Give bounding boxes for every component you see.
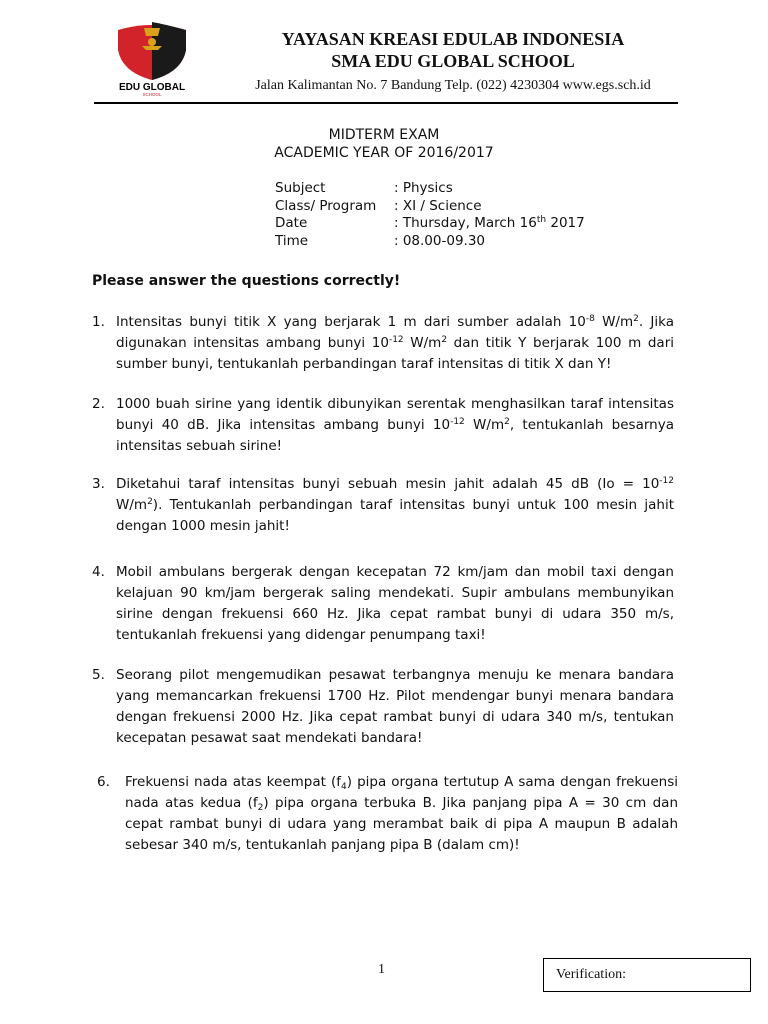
- time-value: : 08.00-09.30: [394, 232, 486, 249]
- shield-crest-icon: [102, 14, 202, 96]
- class-value: : XI / Science: [394, 197, 482, 214]
- question-4: [92, 562, 674, 646]
- logo-subtext: SCHOOL: [142, 92, 162, 96]
- question-number: 3.: [92, 476, 105, 492]
- question-number: 5.: [92, 667, 105, 683]
- verification-box: [543, 958, 751, 992]
- question-2: [92, 394, 674, 457]
- question-number: 2.: [92, 396, 105, 412]
- logo-text: EDU GLOBAL: [118, 82, 186, 93]
- foundation-name: YAYASAN KREASI EDULAB INDONESIA: [281, 29, 625, 49]
- question-text: Frekuensi nada atas keempat $(f_4)$ pipa organa tertutup A sama dengan frekuensi nada atas kedua $(f_2)$ pipa organa terbuka B. Jika panjang pipa A = 30 cm dan cepat rambat bunyi di udara yang merambat baik di pipa A maupun B adalah sebesar 340 m/s, tentukanlah panjang pipa B (dalam cm)!: [125, 774, 678, 853]
- school-address: Jalan Kalimantan No. 7 Bandung Telp. (022) 4230304 www.egs.sch.id: [255, 78, 651, 93]
- info-row-class: [275, 198, 585, 216]
- subject-value: : Physics: [394, 180, 453, 196]
- class-label: Class/ Program: [275, 197, 377, 214]
- question-text: Seorang pilot mengemudikan pesawat terbangnya menuju ke menara bandara yang memancarkan frekuensi 1700 Hz. Pilot mendengar bunyi menara bandara dengan frekuensi 2000 Hz. Jika cepat rambat bunyi di udara 340 m/s, tentukan kecepatan pesawat saat mendekati bandara!: [116, 667, 674, 746]
- page-number: 1: [378, 962, 385, 977]
- letterhead: [218, 28, 688, 95]
- question-text: Intensitas bunyi titik X yang berjarak 1 m dari sumber adalah $10^{-8}$ $W/m^2$. Jika digunakan intensitas ambang bunyi $10^{-12}$ $W/m^2$ dan titik Y berjarak 100 m dari sumber bunyi, tentukanlah perbandingan taraf intensitas di titik X dan Y!: [116, 314, 675, 372]
- question-text: Mobil ambulans bergerak dengan kecepatan 72 km/jam dan mobil taxi dengan kelajuan 90 km/jam bergerak saling mendekati. Supir ambulans membunyikan sirine dengan frekuensi 660 Hz. Jika cepat rambat bunyi di udara 350 m/s, tentukanlah frekuensi yang didengar penumpang taxi!: [116, 564, 674, 643]
- info-row-date: [275, 215, 585, 233]
- question-5: [92, 665, 674, 749]
- school-name: SMA EDU GLOBAL SCHOOL: [331, 51, 575, 71]
- question-number: 1.: [92, 314, 105, 330]
- exam-title: MIDTERM EXAM: [328, 127, 440, 143]
- question-6: [92, 772, 678, 856]
- question-1: [92, 312, 674, 375]
- school-logo: [102, 14, 202, 96]
- question-number: 4.: [92, 564, 105, 580]
- question-text: Diketahui taraf intensitas bunyi sebuah mesin jahit adalah 45 dB ($Io = 10^{-12}$ $W/m^2$). Tentukanlah perbandingan taraf intensitas bunyi untuk 100 mesin jahit dengan 1000 mesin jahit!: [116, 476, 674, 534]
- exam-heading: [0, 126, 768, 162]
- verification-label: Verification:: [556, 967, 626, 982]
- instruction: Please answer the questions correctly!: [92, 273, 401, 289]
- letterhead-divider: [94, 102, 678, 104]
- exam-info: [275, 180, 585, 250]
- date-label: Date: [275, 215, 308, 231]
- date-value: : Thursday, March 16th 2017: [394, 215, 585, 231]
- info-row-subject: [275, 180, 585, 198]
- question-text: 1000 buah sirine yang identik dibunyikan serentak menghasilkan taraf intensitas bunyi 40 dB. Jika intensitas ambang bunyi $10^{-12}$ $W/m^2$, tentukanlah besarnya intensitas sebuah sirine!: [116, 396, 674, 454]
- info-row-time: [275, 233, 585, 251]
- question-3: [92, 474, 674, 537]
- subject-label: Subject: [275, 180, 326, 196]
- time-label: Time: [275, 232, 309, 249]
- academic-year: ACADEMIC YEAR OF 2016/2017: [274, 145, 494, 161]
- question-number: 6.: [97, 774, 110, 790]
